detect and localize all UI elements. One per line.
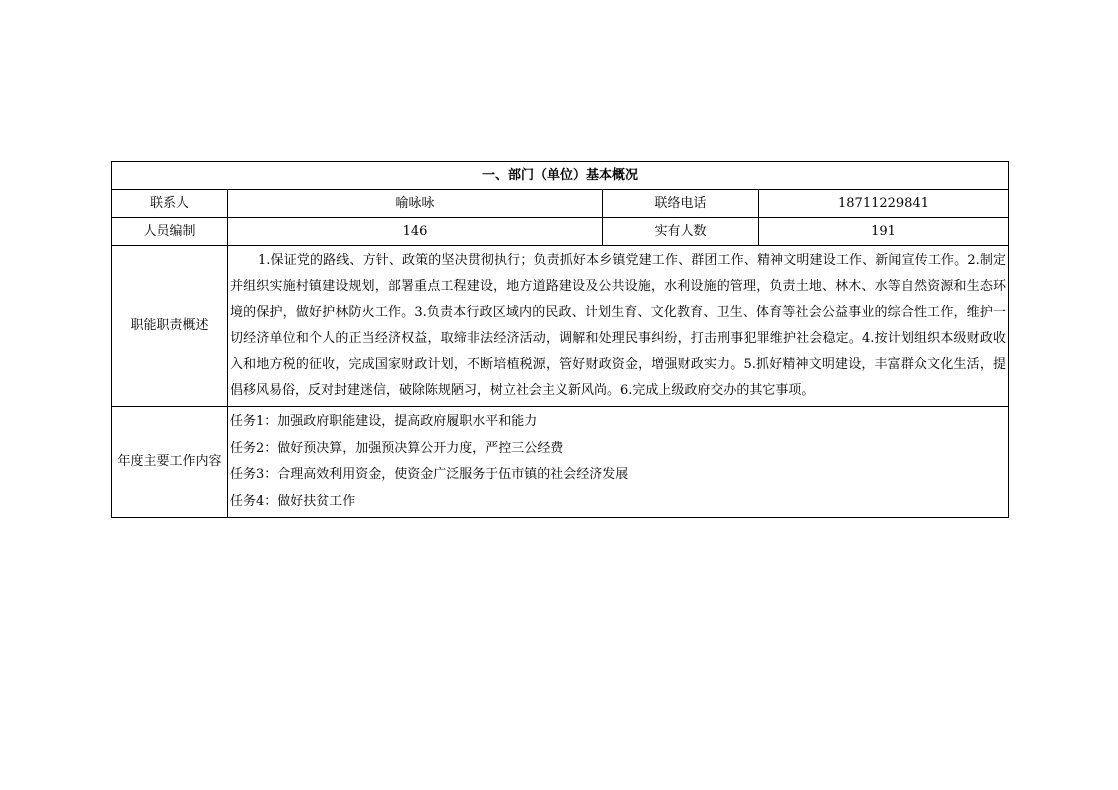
duties-text: 1.保证党的路线、方针、政策的坚决贯彻执行；负责抓好本乡镇党建工作、群团工作、精神文明建设工作、新闻宣传工作。2.制定并组织实施村镇建设规划，部署重点工程建设，地方道路建设及公共设施，水利设施的管理，负责土地、林木、水等自然资源和生态环境的保护，做好护林防火工作。3.负责本行政区域内的民政、计划生育、文化教育、卫生、体育等社会公益事业的综合性工作，维护一切经济单位和个人的正当经济权益，取缔非法经济活动，调解和处理民事纠纷，打击刑事犯罪维护社会稳定。4.按计划组织本级财政收入和地方税的征收，完成国家财政计划，不断培植税源，管好财政资金，增强财政实力。5.抓好精神文明建设，丰富群众文化生活，提倡移风易俗，反对封建迷信，破除陈规陋习，树立社会主义新风尚。6.完成上级政府交办的其它事项。 (230, 253, 1007, 398)
staff-quota-value: 146 (228, 218, 603, 246)
contact-label: 联系人 (112, 190, 228, 218)
duties-text-cell (228, 246, 1009, 407)
task-item: 任务3：合理高效利用资金，使资金广泛服务于伍市镇的社会经济发展 (230, 467, 629, 482)
phone-value: 18711229841 (759, 190, 1009, 218)
annual-work-label: 年度主要工作内容 (112, 407, 228, 518)
task-list (228, 407, 1009, 518)
staff-quota-label: 人员编制 (112, 218, 228, 246)
table-title: 一、部门（单位）基本概况 (112, 162, 1009, 190)
actual-staff-label: 实有人数 (603, 218, 759, 246)
phone-label: 联络电话 (603, 190, 759, 218)
duties-label: 职能职责概述 (112, 246, 228, 407)
task-item: 任务2：做好预决算，加强预决算公开力度，严控三公经费 (230, 440, 564, 456)
task-item: 任务4：做好扶贫工作 (230, 493, 356, 509)
actual-staff-value: 191 (759, 218, 1009, 246)
task-item: 任务1：加强政府职能建设，提高政府履职水平和能力 (230, 414, 538, 429)
overview-table (111, 161, 1009, 518)
contact-value: 喻咏咏 (228, 190, 603, 218)
